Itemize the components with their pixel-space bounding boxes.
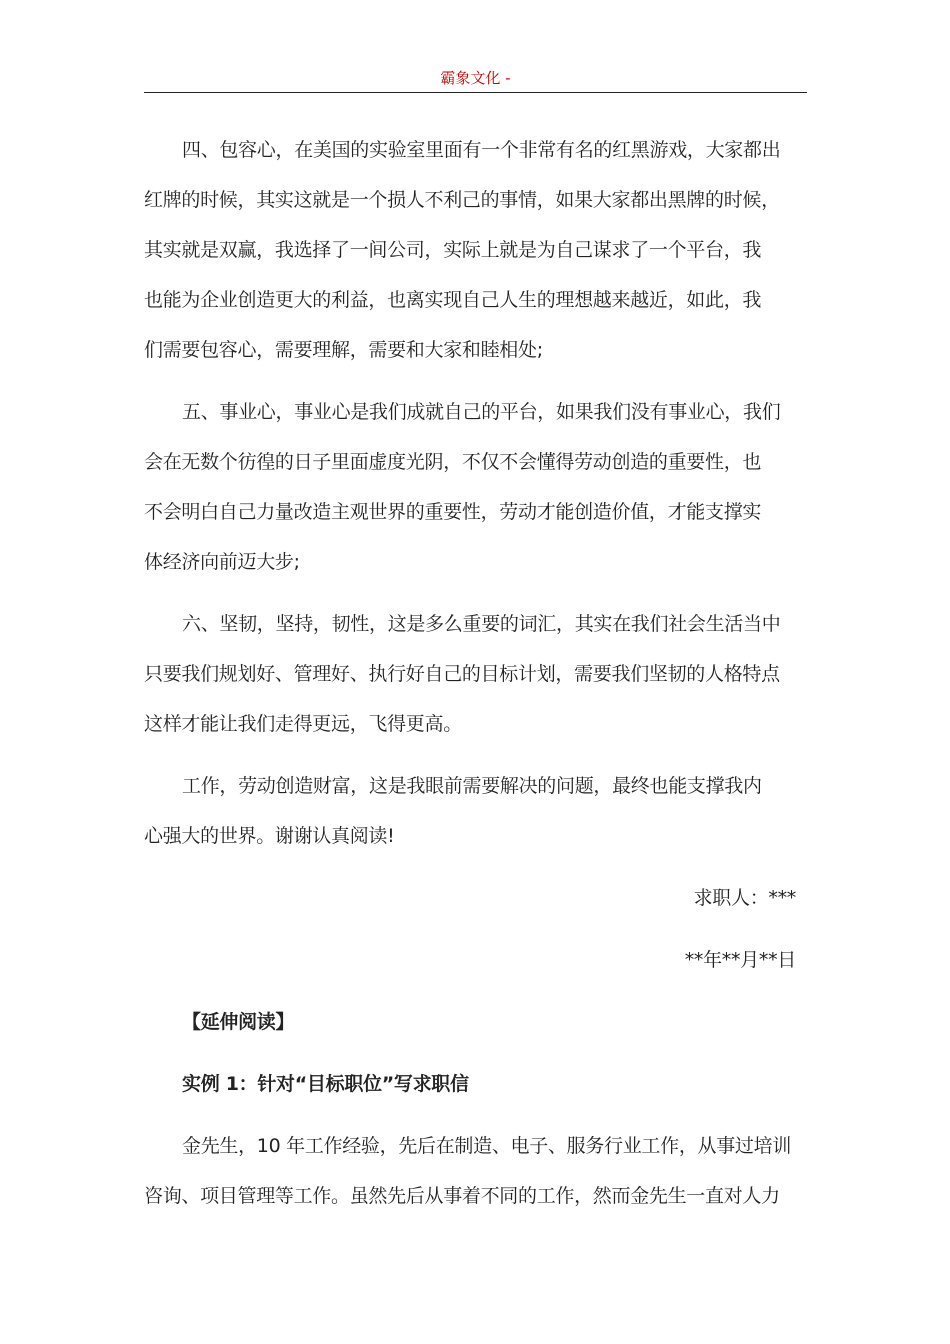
- text-line: 咨询、项目管理等工作。虽然先后从事着不同的工作，然而金先生一直对人力: [144, 1185, 780, 1207]
- text-line: 其实就是双赢，我选择了一间公司，实际上就是为自己谋求了一个平台，我: [144, 239, 762, 261]
- paragraph-ambition: [144, 387, 796, 587]
- text-line: 红牌的时候，其实这就是一个损人不利己的事情，如果大家都出黑牌的时候，: [144, 189, 780, 211]
- text-line: 体经济向前迈大步;: [144, 551, 300, 573]
- text-line: 也能为企业创造更大的利益，也离实现自己人生的理想越来越近，如此，我: [144, 289, 762, 311]
- page-header: [144, 66, 807, 93]
- paragraph-perseverance: [144, 599, 796, 749]
- text-line: 心强大的世界。谢谢认真阅读!: [144, 825, 395, 847]
- text-line: 六、坚韧，坚持，韧性，这是多么重要的词汇，其实在我们社会生活当中: [182, 613, 781, 635]
- document-body: [144, 125, 796, 1221]
- text-line: 会在无数个彷徨的日子里面虚度光阴，不仅不会懂得劳动创造的重要性，也: [144, 451, 762, 473]
- text-line: 五、事业心，事业心是我们成就自己的平台，如果我们没有事业心，我们: [182, 401, 781, 423]
- text-line: 四、包容心，在美国的实验室里面有一个非常有名的红黑游戏，大家都出: [182, 139, 781, 161]
- text-line: 这样才能让我们走得更远，飞得更高。: [144, 713, 462, 735]
- text-line: 金先生，10 年工作经验，先后在制造、电子、服务行业工作，从事过培训: [182, 1135, 792, 1157]
- extended-reading-heading: 【延伸阅读】: [182, 1011, 295, 1033]
- text-line: 不会明白自己力量改造主观世界的重要性，劳动才能创造价值，才能支撑实: [144, 501, 762, 523]
- paragraph-example: [144, 1121, 796, 1221]
- text-line: 只要我们规划好、管理好、执行好自己的目标计划，需要我们坚韧的人格特点: [144, 663, 780, 685]
- text-line: 工作，劳动创造财富，这是我眼前需要解决的问题，最终也能支撑我内: [182, 775, 762, 797]
- text-line: 们需要包容心，需要理解，需要和大家和睦相处;: [144, 339, 543, 361]
- signature-applicant: 求职人：***: [693, 887, 796, 909]
- example-title: 实例 1：针对“目标职位”写求职信: [182, 1073, 469, 1095]
- paragraph-tolerance: [144, 125, 796, 375]
- header-title: 霸象文化 -: [440, 69, 511, 87]
- paragraph-closing: [144, 761, 796, 861]
- signature-date: **年**月**日: [684, 949, 796, 971]
